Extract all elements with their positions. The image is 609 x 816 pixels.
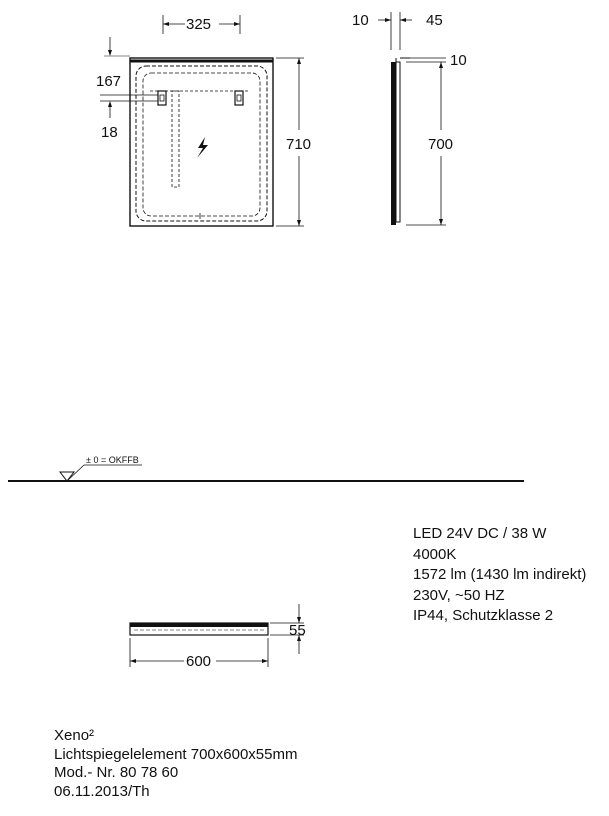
cable-channel: [172, 91, 179, 187]
spec-line: IP44, Schutzklasse 2: [413, 607, 554, 624]
dim-height-710: 710: [286, 136, 312, 153]
dim-width-600: 600: [186, 653, 212, 670]
dim-left-167: 167: [96, 73, 122, 90]
floor-reference: [8, 465, 524, 481]
spec-line: 230V, ~50 HZ: [413, 586, 505, 604]
mounting-bracket-left: [158, 91, 166, 105]
product-name: Xeno²: [54, 727, 95, 744]
dim-left-18: 18: [101, 124, 118, 141]
product-description: Lichtspiegelelement 700x600x55mm: [54, 745, 298, 763]
floor-level-label: ± 0 = OKFFB: [86, 455, 139, 465]
lightning-bolt-icon: [197, 137, 208, 158]
dim-side-45: 45: [426, 12, 443, 29]
spec-line: LED 24V DC / 38 W: [413, 525, 547, 542]
dim-top-325: 325: [186, 16, 212, 33]
mirror-outline: [130, 58, 273, 226]
bottom-view: [130, 604, 304, 667]
side-view: [378, 12, 446, 225]
mounting-bracket-right: [235, 91, 243, 105]
drawing-date: 06.11.2013/Th: [54, 782, 150, 800]
dim-side-10-small: 10: [450, 52, 467, 69]
spec-line: 4000K: [413, 545, 457, 563]
technical-specs: [413, 524, 586, 627]
dim-side-10-left: 10: [352, 12, 369, 29]
dim-depth-55: 55: [289, 622, 306, 639]
product-model: Mod.- Nr. 80 78 60: [54, 764, 179, 781]
product-info: [54, 727, 297, 801]
front-view: [100, 15, 304, 226]
spec-line: 1572 lm (1430 lm indirekt): [413, 566, 587, 583]
side-profile: [391, 62, 396, 225]
dim-side-700: 700: [428, 136, 454, 153]
